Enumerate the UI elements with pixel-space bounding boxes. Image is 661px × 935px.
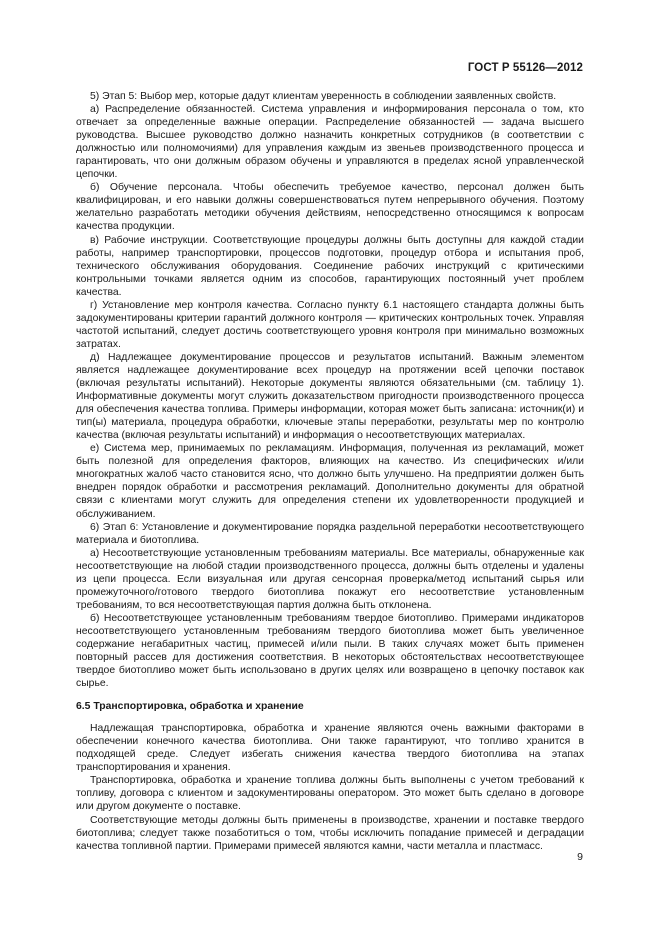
paragraph-nonconforming-materials: а) Несоответствующие установленным требованиям материалы. Все материалы, обнаруженные как несоответствующие на любой стадии производственного процесса, должны быть отделены и удалены из цепи процесса. Если визуальная или другая сенсорная проверка/метод испытаний сырья или промежуточного/готового твердого биотоплива покажут его несоответствие установленным требованиям, то вся несоответствующая партия должна быть отклонена.: [76, 547, 584, 611]
paragraph-training: б) Обучение персонала. Чтобы обеспечить требуемое качество, персонал должен быть квалифицирован, и его навыки должны совершенствоваться путем непрерывного обучения. Поэтому желательно разработать методики обучения действиям, непосредственно относящимся к вопросам качества продукции.: [76, 182, 584, 233]
standard-header: ГОСТ Р 55126—2012: [467, 62, 583, 74]
document-body: [76, 90, 584, 853]
section-paragraph: Соответствующие методы должны быть применены в производстве, хранении и поставке твердого биотоплива; следует также позаботиться о том, чтобы исключить попадание примесей и деградации качества топливной партии. Примерами примесей являются камни, части металла и пластмасс.: [76, 814, 584, 852]
section-heading: 6.5 Транспортировка, обработка и хранение: [76, 701, 304, 713]
paragraph-responsibilities: а) Распределение обязанностей. Система управления и информирования персонала о том, кто отвечает за определенные важные операции. Распределение обязанностей — задача высшего руководства. Высшее руководство должно назначить конкретных сотрудников (в соответствии с должностью или полномочиями) для управления каждым из звеньев производственного процесса и гарантировать, что они должным образом обучены и управляются в пределах ясной управленческой цепочки.: [76, 104, 584, 181]
paragraph-stage-5: 5) Этап 5: Выбор мер, которые дадут клиентам уверенность в соблюдении заявленных свойств.: [90, 91, 557, 102]
paragraph-complaints: е) Система мер, принимаемых по рекламациям. Информация, полученная из рекламаций, может быть полезной для определения факторов, влияющих на качество. Из специфических и/или многократных жалоб часто становится ясно, что должно быть улучшено. На предприятии должен быть внедрен порядок обработки и рассмотрения рекламаций. Дополнительно документы для обратной связи с клиентами могут служить для определения степени их удовлетворенности продукцией и обслуживанием.: [76, 443, 584, 520]
paragraph-documentation: д) Надлежащее документирование процессов и результатов испытаний. Важным элементом является надлежащее документирование всех процедур на протяжении всей цепочки поставок (включая результаты испытаний). Некоторые документы являются обязательными (см. таблицу 1). Информативные документы могут служить доказательством пригодности производственного процесса для обеспечения качества топлива. Примеры информации, которая может быть записана: источник(и) и тип(ы) материала, процедура обработки, ключевые этапы переработки, результаты мер по контролю качества (включая результаты испытаний) и информация о несоответствующих материалах.: [76, 351, 584, 442]
paragraph-quality-control: г) Установление мер контроля качества. Согласно пункту 6.1 настоящего стандарта должны быть задокументированы критерии гарантий должного контроля — критических контрольных точек. Управляя частотой испытаний, следует достичь соответствующего уровня контроля при минимально возможных затратах.: [76, 299, 584, 350]
paragraph-nonconforming-biofuel: б) Несоответствующее установленным требованиям твердое биотопливо. Примерами индикаторов несоответствующего установленным требованиям твердого биотоплива может быть увеличенное содержание негабаритных частиц, примесей и/или пыли. В таких случаях может быть применен повторный рассев для достижения соответствия. В некоторых обстоятельствах несоответствующее твердое биотопливо может быть использовано в других целях или возвращено в цепочку поставок как сырье.: [76, 612, 584, 690]
section-paragraph: Надлежащая транспортировка, обработка и хранение являются очень важными факторами в обеспечении конечного качества биотоплива. Они также гарантируют, что топливо хранится в подходящей среде. Следует избегать снижения качества твердого биотоплива на этапах транспортирования и хранения.: [76, 723, 584, 774]
page-number: 9: [577, 851, 583, 863]
paragraph-stage-6: 6) Этап 6: Установление и документирование порядка раздельной переработки несоответствующего материала и биотоплива.: [76, 521, 584, 546]
paragraph-work-instructions: в) Рабочие инструкции. Соответствующие процедуры должны быть доступны для каждой стадии работы, например транспортировки, процессов подготовки, процедур отбора и испытания проб, технического обслуживания оборудования. Соединение рабочих инструкций с критическими контрольными точками является одним из способов, гарантирующих постоянный учет проблем качества.: [76, 234, 584, 298]
section-paragraph: Транспортировка, обработка и хранение топлива должны быть выполнены с учетом требований к топливу, договора с клиентом и задокументированы оператором. Это может быть сделано в договоре или другом документе о поставке.: [76, 775, 584, 813]
